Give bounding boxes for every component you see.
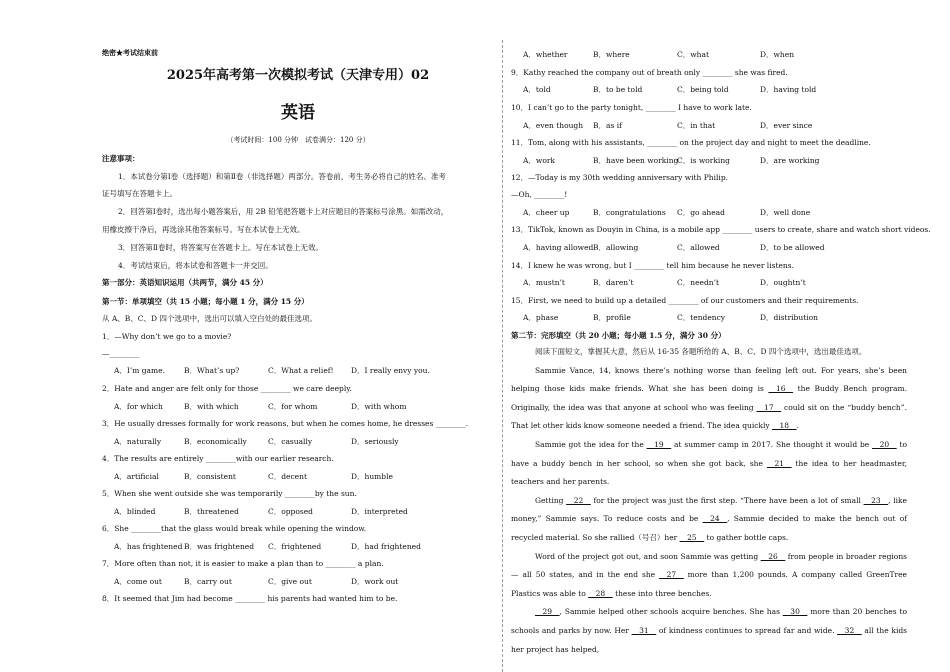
cloze-passage [511, 343, 907, 659]
note-1-cont: 证号填写在答题卡上。 [102, 189, 177, 198]
option-a: A．blinded [114, 507, 156, 516]
question-stem: 6．She ________that the glass would break while opening the window. [102, 524, 367, 533]
question-stem: 12．—Today is my 30th wedding anniversary with Philip. [511, 173, 729, 182]
option-c: C．give out [268, 577, 312, 586]
exam-info: （考试时间：100 分钟 试卷满分：120 分） [226, 136, 370, 144]
option-c: C．go ahead [677, 208, 725, 217]
option-a: A．has frightened [114, 542, 183, 551]
subject-title: 英语 [281, 103, 315, 123]
question-stem: 4．The results are entirely ________with our earlier research. [102, 454, 334, 463]
option-c: C．decent [268, 472, 307, 481]
option-a: A．artificial [114, 472, 159, 481]
option-a: A．cheer up [523, 208, 570, 217]
question-stem: 13．TikTok, known as Douyin in China, is a mobile app ________ users to create, share and watch short videos. [511, 225, 931, 234]
option-c: C．is working [677, 156, 730, 165]
option-b: B．threatened [184, 507, 239, 516]
option-c: C．in that [677, 121, 716, 130]
option-b: B．with which [184, 402, 239, 411]
option-d: D．seriously [351, 437, 399, 446]
option-d: D．well done [760, 208, 811, 217]
option-a: A．for which [114, 402, 163, 411]
cloze-blank: __16__ [768, 384, 794, 394]
note-3: 3．回答第Ⅱ卷时，将答案写在答题卡上。写在本试卷上无效。 [118, 243, 323, 252]
option-a: A．mustn’t [523, 278, 565, 287]
option-b: B．have been working [593, 156, 679, 165]
option-b: B．carry out [184, 577, 232, 586]
option-a: A．whether [523, 50, 568, 59]
option-a: A．told [523, 85, 551, 94]
option-a: A．come out [114, 577, 162, 586]
note-4: 4．考试结束后，将本试卷和答题卡一并交回。 [118, 261, 273, 270]
option-a: A．naturally [114, 437, 162, 446]
cloze-paragraph-1: Sammie Vance, 14, knows there’s nothing worse than feeling left out. For years, she’s been helping those kids make friends. What she has been doing is __16__ the Buddy Bench program. Originally, the idea was that anyone at school who was feeling __17__ could sit on the “buddy bench”. That let other kids know someone needed a friend. The idea quickly __18__. [511, 365, 907, 431]
option-d: D．are working [760, 156, 820, 165]
option-d: D．with whom [351, 402, 407, 411]
cloze-blank: __25__ [679, 532, 705, 542]
cloze-blank: __18__ [772, 421, 797, 431]
question-stem: 8．It seemed that Jim had become ________ his parents had wanted him to be. [102, 594, 398, 603]
cloze-blank: __17__ [756, 402, 782, 412]
cloze-paragraph-2: Sammie got the idea for the __19__ at summer camp in 2017. She thought it would be __20__ to have a buddy bench in her school, so when she got back, she __21__ the idea to her headmaster, teachers and her parents. [511, 439, 908, 487]
cloze-blank: __29__ [535, 607, 560, 617]
cloze-intro: 阅读下面短文，掌握其大意，然后从 16-35 各题所给的 A、B、C、D 四个选项中，选出最佳选项。 [535, 347, 867, 356]
option-b: B．economically [184, 437, 247, 446]
option-a: A．even though [523, 121, 584, 130]
cloze-blank: __30__ [782, 607, 808, 617]
option-c: C．needn’t [677, 278, 719, 287]
cloze-blank: __24__ [702, 514, 728, 524]
option-d: D．when [760, 50, 795, 59]
cloze-blank: __23__ [863, 495, 889, 505]
column-divider [502, 40, 503, 672]
option-d: D．humble [351, 472, 393, 481]
question-stem: 9．Kathy reached the company out of breath only ________ she was fired. [511, 68, 788, 77]
cloze-blank: __27__ [659, 570, 684, 580]
option-d: D．had frightened [351, 542, 421, 551]
option-c: C．being told [677, 85, 729, 94]
cloze-paragraph-4: Word of the project got out, and soon Sammie was getting __26__ from people in broader regions — all 50 states, and in the end she __27__ more than 1,200 pounds. A company called GreenTree Plastics was able to __28__ these into three benches. [511, 551, 907, 598]
exam-title: 2025年高考第一次模拟考试（天津专用）02 [166, 68, 430, 83]
option-d: D．ever since [760, 121, 813, 130]
option-b: B．allowing [593, 243, 639, 252]
question-stem: 14．I knew he was wrong, but I ________ tell him because he never listens. [511, 261, 794, 270]
question-stem: 7．More often than not, it is easier to make a plan than to ________ a plan. [102, 559, 384, 568]
option-c: C．opposed [268, 507, 313, 516]
question-stem: 10．I can’t go to the party tonight, ________ I have to work late. [511, 103, 752, 112]
part1-title: 第一部分：英语知识运用（共两节，满分 45 分） [102, 278, 268, 287]
question-stem: 1．—Why don’t we go to a movie? [102, 332, 232, 341]
option-b: B．congratulations [593, 208, 666, 217]
cloze-blank: __31__ [631, 625, 657, 635]
cloze-blank: __32__ [837, 625, 862, 635]
section1-title: 第一节：单项填空（共 15 小题；每小题 1 分，满分 15 分） [102, 297, 309, 306]
option-a: A．work [523, 156, 555, 165]
option-a: A．having allowed [523, 243, 594, 252]
cloze-paragraph-3: Getting __22__ for the project was just the first step. “There have been a lot of small __23__, like money,” Sammie says. To reduce costs and be __24__, Sammie decided to make the bench out of recycled material. So she rallied（号召）her __25__ to gather bottle caps. [511, 495, 908, 542]
option-b: B．profile [593, 313, 631, 322]
option-c: C．frightened [268, 542, 322, 551]
option-d: D．interpreted [351, 507, 408, 516]
option-b: B．where [593, 50, 630, 59]
cloze-blank: __22__ [566, 495, 591, 505]
question-stem: 11．Tom, along with his assistants, ________ on the project day and night to meet the deadline. [511, 138, 871, 147]
option-c: C．What a relief! [268, 366, 334, 375]
note-2: 2．回答第Ⅰ卷时，选出每小题答案后，用 2B 铅笔把答题卡上对应题目的答案标号涂黑。如需改动， [118, 207, 449, 216]
option-c: C．allowed [677, 243, 720, 252]
option-b: B．was frightened [184, 542, 255, 551]
question-stem: 3．He usually dresses formally for work reasons, but when he comes home, he dresses ________. [102, 419, 469, 428]
option-d: D．I really envy you. [351, 366, 430, 375]
question-stem-reply: —Oh, ________! [511, 190, 568, 199]
option-b: B．daren’t [593, 278, 634, 287]
option-c: C．for whom [268, 402, 318, 411]
section2-title: 第二节：完形填空（共 20 小题；每小题 1.5 分，满分 30 分） [511, 331, 726, 340]
cloze-blank: __20__ [872, 439, 897, 449]
option-b: B．as if [593, 121, 622, 130]
option-d: D．having told [760, 85, 817, 94]
option-b: B．to be told [593, 85, 643, 94]
option-d: D．distribution [760, 313, 818, 322]
section1-instructions: 从 A、B、C、D 四个选项中，选出可以填入空白处的最佳选项。 [102, 314, 317, 323]
question-stem: 15．First, we need to build up a detailed ________ of our customers and their requirements. [511, 296, 859, 305]
question-stem-reply: —________ [102, 349, 140, 358]
question-stem: 2．Hate and anger are felt only for those ________ we care deeply. [102, 384, 352, 393]
cloze-blank: __21__ [766, 458, 792, 468]
secret-label: 绝密★考试结束前 [102, 48, 158, 57]
option-c: C．what [677, 50, 709, 59]
option-c: C．tendency [677, 313, 726, 322]
option-d: D．work out [351, 577, 399, 586]
option-a: A．phase [523, 313, 559, 322]
note-2-cont: 用橡皮擦干净后，再选涂其他答案标号。写在本试卷上无效。 [102, 225, 305, 234]
cloze-blank: __19__ [646, 439, 672, 449]
note-1: 1．本试卷分第Ⅰ卷（选择题）和第Ⅱ卷（非选择题）两部分。答卷前，考生务必将自己的姓名、准考 [118, 172, 446, 181]
option-b: B．What’s up? [184, 366, 240, 375]
option-b: B．consistent [184, 472, 236, 481]
notes-heading: 注意事项： [102, 154, 140, 163]
option-c: C．casually [268, 437, 313, 446]
option-a: A．I’m game. [114, 366, 165, 375]
cloze-paragraph-5: __29__, Sammie helped other schools acquire benches. She has __30__ more than 20 benches to schools and parks by now. Her __31__ of kindness continues to spread far and wide. __32__ all the kids her project has helped, [511, 607, 907, 654]
cloze-blank: __26__ [760, 551, 786, 561]
cloze-blank: __28__ [588, 588, 613, 598]
option-d: D．to be allowed [760, 243, 825, 252]
question-stem: 5．When she went outside she was temporarily ________by the sun. [102, 489, 357, 498]
option-d: D．oughtn’t [760, 278, 806, 287]
